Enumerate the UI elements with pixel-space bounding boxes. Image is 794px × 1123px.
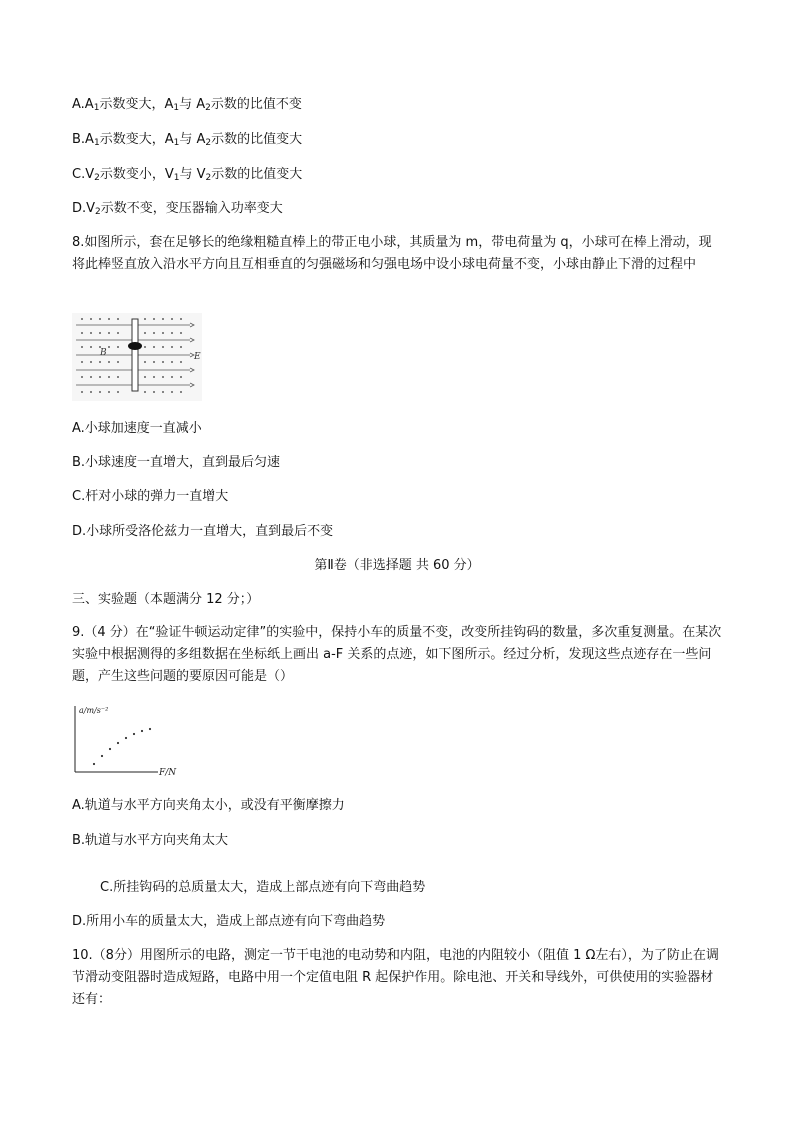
field-dot xyxy=(117,332,119,334)
field-dot xyxy=(108,332,110,334)
field-dot xyxy=(99,391,101,393)
field-dot xyxy=(153,361,155,363)
field-dot xyxy=(144,346,146,348)
field-dot xyxy=(117,318,119,320)
q8-field-figure xyxy=(72,313,202,401)
field-dot xyxy=(81,361,83,363)
field-dot xyxy=(108,346,110,348)
field-dot xyxy=(144,376,146,378)
data-point xyxy=(117,742,119,744)
q10-stem: 10.（8分）用图所示的电路，测定一节干电池的电动势和内阻，电池的内阻较小（阻值 1 Ω左右），为了防止在调节滑动变阻器时造成短路，电路中用一个定值电阻 R 起保护作用。除电池、开关和导线外，可供使用的实验器材还有： xyxy=(72,948,719,1007)
field-dot xyxy=(162,361,164,363)
data-point xyxy=(149,728,151,730)
field-dot xyxy=(90,332,92,334)
field-dot xyxy=(90,346,92,348)
field-dot xyxy=(162,376,164,378)
field-dot xyxy=(171,376,173,378)
field-dot xyxy=(90,361,92,363)
field-dot xyxy=(153,391,155,393)
field-dot xyxy=(144,391,146,393)
field-dot xyxy=(108,391,110,393)
q7-option-c: $C.V_2$示数变小，$V_1$与 $V_2$示数的比值变大 xyxy=(72,167,303,183)
q7-option-d: $D.V_2$示数不变，变压器输入功率变大 xyxy=(72,201,283,217)
field-dot xyxy=(153,318,155,320)
field-dot xyxy=(153,332,155,334)
field-dot xyxy=(153,376,155,378)
q7-option-b: $B.A_1$示数变大，$A_1$与 $A_2$示数的比值变大 xyxy=(72,132,303,148)
field-dot xyxy=(81,346,83,348)
field-dot xyxy=(108,361,110,363)
data-points xyxy=(93,728,151,765)
insulating-rod xyxy=(132,319,138,391)
field-dot xyxy=(108,376,110,378)
field-dot xyxy=(180,346,182,348)
field-dot xyxy=(81,376,83,378)
q8-option-a: A.小球加速度一直减小 xyxy=(72,421,202,436)
y-axis-label: a/m/s⁻² xyxy=(79,706,109,715)
field-dot xyxy=(81,332,83,334)
field-dot xyxy=(171,361,173,363)
field-dot xyxy=(162,391,164,393)
field-dot xyxy=(153,346,155,348)
field-dot xyxy=(108,318,110,320)
field-dot xyxy=(171,391,173,393)
field-dot xyxy=(144,332,146,334)
field-dot xyxy=(90,376,92,378)
field-dot xyxy=(99,361,101,363)
field-dot xyxy=(99,318,101,320)
section-title: 第Ⅱ卷（非选择题 共 60 分） xyxy=(314,558,480,573)
field-dot xyxy=(180,332,182,334)
field-dot xyxy=(144,361,146,363)
q7-option-a: $A.A_1$示数变大，$A_1$与 $A_2$示数的比值不变 xyxy=(72,97,302,113)
field-dot xyxy=(171,332,173,334)
data-point xyxy=(93,763,95,765)
b-field-label: B xyxy=(100,348,107,358)
field-dot xyxy=(90,318,92,320)
data-point xyxy=(109,748,111,750)
q9-option-c: C.所挂钩码的总质量太大，造成上部点迹有向下弯曲趋势 xyxy=(100,880,426,895)
charged-ball xyxy=(128,342,142,350)
data-point xyxy=(141,730,143,732)
q9-stem: 9.（4 分）在“验证牛顿运动定律”的实验中，保持小车的质量不变，改变所挂钩码的数量，多次重复测量。在某次实验中根据测得的多组数据在坐标纸上画出 a-F 关系的点迹，如下图所示。经过分析，发现这些点迹存在一些问题，产生这些问题的要原因可能是（） xyxy=(72,625,722,684)
x-axis-label: F/N xyxy=(159,768,177,778)
field-dot xyxy=(90,391,92,393)
field-dot xyxy=(99,376,101,378)
q8-stem: 8.如图所示，套在足够长的绝缘粗糙直棒上的带正电小球，其质量为 m，带电荷量为 q，小球可在棒上滑动，现将此棒竖直放入沿水平方向且互相垂直的匀强磁场和匀强电场中设小球电荷量不变，小球由静止下滑的过程中 xyxy=(72,235,712,272)
q8-option-b: B.小球速度一直增大，直到最后匀速 xyxy=(72,455,281,470)
field-dot xyxy=(117,361,119,363)
q9-option-b: B.轨道与水平方向夹角太大 xyxy=(72,833,229,848)
field-dot xyxy=(162,318,164,320)
field-dot xyxy=(162,346,164,348)
field-dot xyxy=(117,391,119,393)
field-dot xyxy=(180,376,182,378)
q9-af-graph xyxy=(70,702,190,780)
e-field-label: E xyxy=(194,352,201,362)
q8-option-d: D.小球所受洛伦兹力一直增大，直到最后不变 xyxy=(72,524,334,539)
q8-option-c: C.杆对小球的弹力一直增大 xyxy=(72,489,229,504)
field-dot xyxy=(162,332,164,334)
field-dot xyxy=(117,346,119,348)
field-dot xyxy=(180,361,182,363)
field-dot xyxy=(81,318,83,320)
data-point xyxy=(101,755,103,757)
field-dot xyxy=(117,376,119,378)
data-point xyxy=(125,737,127,739)
q9-option-a: A.轨道与水平方向夹角太小，或没有平衡摩擦力 xyxy=(72,798,345,813)
field-dot xyxy=(144,318,146,320)
q9-option-d: D.所用小车的质量太大，造成上部点迹有向下弯曲趋势 xyxy=(72,914,386,929)
field-dot xyxy=(99,332,101,334)
field-dot xyxy=(180,318,182,320)
data-point xyxy=(133,733,135,735)
field-dot xyxy=(171,318,173,320)
part3-heading: 三、实验题（本题满分 12 分；） xyxy=(72,592,260,607)
field-dot xyxy=(180,391,182,393)
field-dot xyxy=(81,391,83,393)
field-dot xyxy=(171,346,173,348)
